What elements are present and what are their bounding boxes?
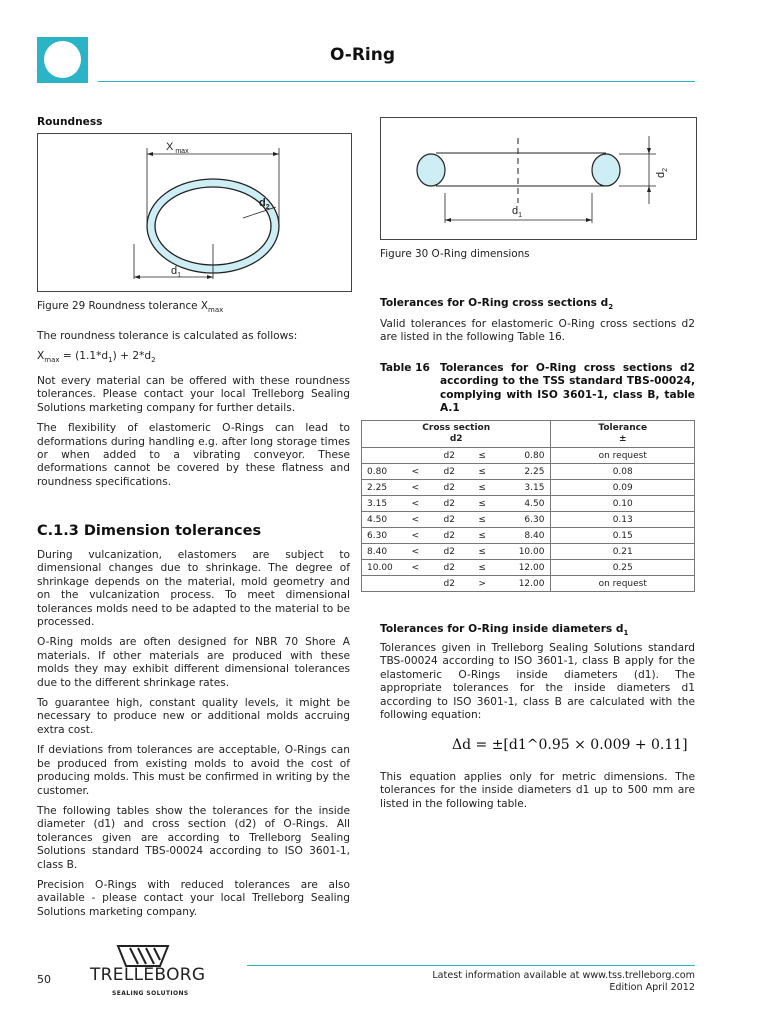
table-cell-op1: < (401, 480, 429, 496)
table-row (362, 512, 695, 528)
table-cell-lo (362, 576, 402, 592)
table-cell-var: d2 (429, 544, 469, 560)
d1-label: $d_1$ (512, 205, 523, 219)
circle-icon (44, 41, 81, 78)
table-cell-op1: < (401, 528, 429, 544)
table-cell-lo: 8.40 (362, 544, 402, 560)
table-cell-var: d2 (429, 576, 469, 592)
table-row (362, 544, 695, 560)
table-cell-op2: ≤ (469, 512, 495, 528)
cross-section-heading: Tolerances for O-Ring cross sections $d_2$ (380, 297, 614, 312)
roundness-diagram (38, 134, 351, 291)
footer-info (432, 970, 695, 994)
table-cell-hi: 12.00 (495, 560, 551, 576)
table-cell-hi: 6.30 (495, 512, 551, 528)
footer-rule (247, 965, 695, 966)
roundness-formula: $X_{max} = (1.1*d_1) + 2*d_2$ (37, 350, 156, 365)
table-title: Tolerances for O-Ring cross sections d2 according to the TSS standard TBS-00024, complying with ISO 3601-1, class B, table A.1 (440, 362, 695, 415)
table-cell-op1: < (401, 464, 429, 480)
table-cell-op2: ≤ (469, 480, 495, 496)
table-cell-op2: ≤ (469, 496, 495, 512)
table-cell-hi: 12.00 (495, 576, 551, 592)
table-row (362, 560, 695, 576)
table-cell-hi: 10.00 (495, 544, 551, 560)
table-cell-op1: < (401, 496, 429, 512)
table-cell-var: d2 (429, 528, 469, 544)
page-number: 50 (37, 973, 51, 986)
section-title: C.1.3 Dimension tolerances (37, 523, 262, 539)
table-body (362, 448, 695, 592)
table-cell-op1: < (401, 512, 429, 528)
paragraph: The flexibility of elastomeric O-Rings can lead to deformations during handling e.g. after long storage times or when added to a vibrating conveyor. These deformations cannot be covered by these flatness and roundness specifications. (37, 422, 350, 488)
table-cell-lo: 4.50 (362, 512, 402, 528)
table-cell-tol: 0.09 (551, 480, 695, 496)
col-cross-section: Cross section d2 (362, 421, 551, 448)
table-cell-lo: 10.00 (362, 560, 402, 576)
brand-subtitle: SEALING SOLUTIONS (112, 990, 189, 997)
table-cell-op2: ≤ (469, 464, 495, 480)
tolerance-equation: Δd = ±[d1^0.95 × 0.009 + 0.11] (452, 737, 688, 753)
left-body-1 (37, 330, 350, 496)
brand-name: TRELLEBORG (90, 965, 206, 985)
right-section-circle (592, 154, 620, 186)
table-cell-tol: on request (551, 448, 695, 464)
tolerance-table (361, 420, 695, 592)
paragraph: The following tables show the tolerances for the inside diameter (d1) and cross section (d2) of O-Rings. All tolerances given are according to Trelleborg Sealing Solutions standard TBS-00024 according to ISO 3601-1, class B. (37, 804, 350, 871)
figure-30 (380, 117, 697, 240)
table-cell-lo: 0.80 (362, 464, 402, 480)
table-cell-lo: 6.30 (362, 528, 402, 544)
d2-label: $d_2$ (259, 197, 270, 211)
table-cell-var: d2 (429, 496, 469, 512)
paragraph: O-Ring molds are often designed for NBR 70 Shore A materials. If other materials are produced with these molds they may exhibit different dimensional tolerances due to the different shrinkage rates. (37, 636, 350, 689)
table-cell-hi: 4.50 (495, 496, 551, 512)
col-tolerance: Tolerance ± (551, 421, 695, 448)
table-cell-tol: 0.25 (551, 560, 695, 576)
paragraph: Precision O-Rings with reduced tolerances are also available - please contact your local Trelleborg Sealing Solutions marketing company. (37, 878, 350, 918)
left-section-circle (417, 154, 445, 186)
table-cell-var: d2 (429, 448, 469, 464)
header-logo-square (37, 37, 88, 83)
footer-line-2: Edition April 2012 (609, 982, 695, 993)
table-row (362, 496, 695, 512)
table-cell-tol: 0.13 (551, 512, 695, 528)
paragraph: To guarantee high, constant quality levels, it might be necessary to produce new or additional molds accruing extra cost. (37, 697, 350, 736)
table-cell-op1: < (401, 544, 429, 560)
table-cell-var: d2 (429, 560, 469, 576)
table-cell-hi: 0.80 (495, 448, 551, 464)
table-row (362, 464, 695, 480)
metric-text: This equation applies only for metric dimensions. The tolerances for the inside diameters d1 up to 500 mm are listed in the following table. (380, 771, 695, 810)
table-cell-op1 (401, 448, 429, 464)
table-row (362, 576, 695, 592)
table-cell-tol: 0.21 (551, 544, 695, 560)
table-cell-var: d2 (429, 480, 469, 496)
table-cell-tol: 0.15 (551, 528, 695, 544)
table-cell-op2: > (469, 576, 495, 592)
paragraph: The roundness tolerance is calculated as follows: (37, 330, 298, 342)
d2-label: $d_2$ (655, 167, 669, 178)
cross-section-text: Valid tolerances for elastomeric O-Ring cross sections d2 are listed in the following Table 16. (380, 318, 695, 344)
table-cell-lo: 2.25 (362, 480, 402, 496)
oring-dimensions-diagram (381, 118, 696, 239)
figure-30-caption: Figure 30 O-Ring dimensions (380, 248, 530, 260)
header-rule (98, 81, 695, 82)
page-title: O-Ring (330, 45, 396, 65)
table-cell-op2: ≤ (469, 560, 495, 576)
table-row (362, 528, 695, 544)
table-row (362, 480, 695, 496)
figure-29 (37, 133, 352, 292)
table-cell-tol: 0.10 (551, 496, 695, 512)
table-cell-op2: ≤ (469, 448, 495, 464)
table-16 (361, 420, 695, 592)
table-cell-op1: < (401, 560, 429, 576)
xmax-label: X $_{max}$ (166, 141, 189, 155)
left-body-2 (37, 549, 350, 926)
table-cell-tol: on request (551, 576, 695, 592)
paragraph: Not every material can be offered with these roundness tolerances. Please contact your local Trelleborg Sealing Solutions marketing company for further details. (37, 374, 350, 414)
footer-line-1: Latest information available at www.tss.trelleborg.com (432, 970, 695, 981)
table-cell-op2: ≤ (469, 544, 495, 560)
table-label: Table 16 (380, 362, 430, 374)
table-cell-hi: 2.25 (495, 464, 551, 480)
paragraph: During vulcanization, elastomers are subject to dimensional changes due to shrinkage. The degree of shrinkage depends on the material, mold geometry and on the vulcanization process. To meet dimensional tolerances molds need to be adapted to the material to be processed. (37, 549, 350, 629)
table-cell-hi: 3.15 (495, 480, 551, 496)
table-cell-op2: ≤ (469, 528, 495, 544)
table-cell-var: d2 (429, 512, 469, 528)
roundness-heading: Roundness (37, 116, 103, 128)
d1-label: $d_1$ (171, 265, 182, 279)
figure-29-caption: Figure 29 Roundness tolerance $X_{max}$ (37, 300, 224, 315)
table-cell-lo (362, 448, 402, 464)
table-cell-tol: 0.08 (551, 464, 695, 480)
table-cell-hi: 8.40 (495, 528, 551, 544)
inside-diameter-text: Tolerances given in Trelleborg Sealing Solutions standard TBS-00024 according to ISO 3601-1, class B apply for the elastomeric O-Rings inside diameters (d1). The appropriate tolerances for the inside diameters d1 according to ISO 3601-1, class B are calculated with the following equation: (380, 642, 695, 722)
inside-diameter-heading: Tolerances for O-Ring inside diameters $d_1$ (380, 623, 629, 638)
table-cell-op1 (401, 576, 429, 592)
table-cell-var: d2 (429, 464, 469, 480)
table-row (362, 448, 695, 464)
paragraph: If deviations from tolerances are acceptable, O-Rings can be produced from existing molds to avoid the cost of producing molds. This must be confirmed in writing by the customer. (37, 744, 350, 797)
table-cell-lo: 3.15 (362, 496, 402, 512)
